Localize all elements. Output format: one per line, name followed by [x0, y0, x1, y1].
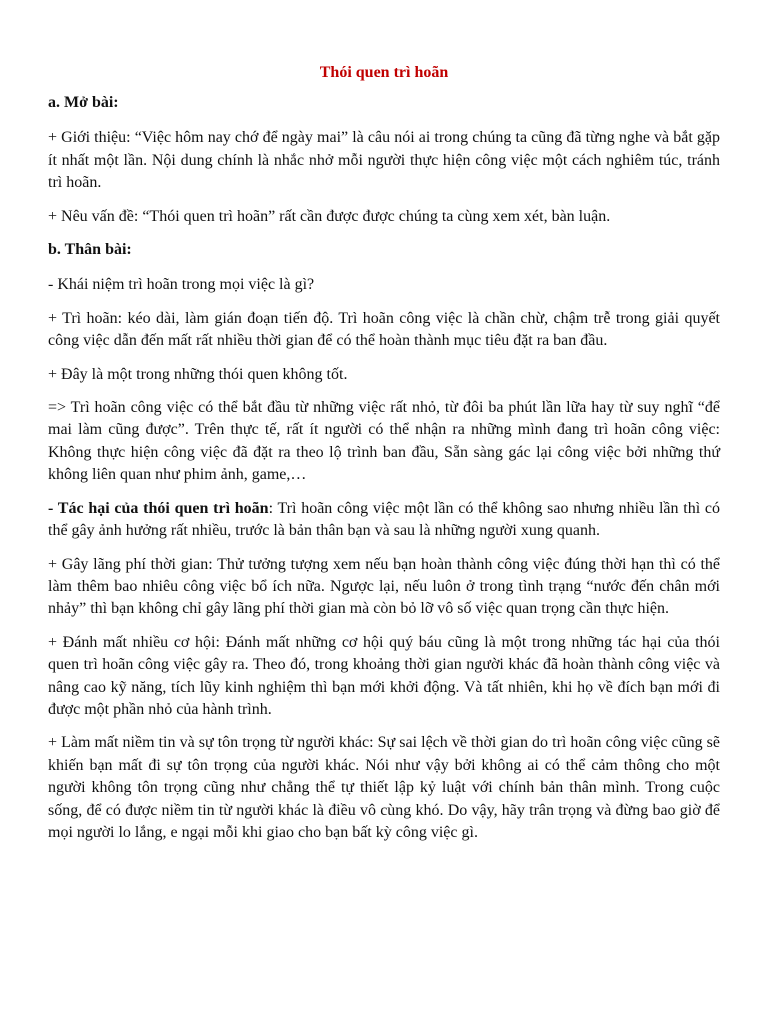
section-heading-mo-bai: a. Mở bài: — [48, 94, 119, 111]
paragraph-tac-hai — [48, 498, 720, 543]
paragraph-mat-niem-tin: + Làm mất niềm tin và sự tôn trọng từ người khác: Sự sai lệch về thời gian do trì hoãn công việc cũng sẽ khiến bạn mất đi sự tôn trọng của người khác. Nói như vậy bởi không ai có thể cảm thông cho một người không tôn trọng cũng như chẳng thể tự thiết lập kỷ luật với chính bản thân mình. Trong cuộc sống, để có được niềm tin từ người khác là điều vô cùng khó. Do vậy, hãy trân trọng và đừng bao giờ để mọi người lo lắng, e ngại mỗi khi giao cho bạn bất kỳ công việc gì. — [48, 734, 720, 841]
paragraph-tri-hoan-dinh-nghia: + Trì hoãn: kéo dài, làm gián đoạn tiến độ. Trì hoãn công việc là chần chừ, chậm trễ trong giải quyết công việc dẫn đến mất rất nhiều thời gian để có thể hoàn thành mục tiêu đặt ra ban đầu. — [48, 309, 720, 350]
paragraph-danh-mat-co-hoi: + Đánh mất nhiều cơ hội: Đánh mất những cơ hội quý báu cũng là một trong những tác hại của thói quen trì hoãn công việc gây ra. Theo đó, trong khoảng thời gian người khác đã hoàn thành công việc và nâng cao kỹ năng, tích lũy kinh nghiệm thì bạn mới khởi động. Và tất nhiên, khi họ về đích bạn mới đi được một phần nhỏ của hành trình. — [48, 633, 720, 718]
document-title: Thói quen trì hoãn — [319, 64, 449, 81]
paragraph-thoi-quen-khong-tot: + Đây là một trong những thói quen không tốt. — [48, 365, 348, 383]
tac-hai-heading: - Tác hại của thói quen trì hoãn — [48, 499, 269, 517]
paragraph-bat-dau-tu-viec-nho: => Trì hoãn công việc có thể bắt đầu từ những việc rất nhỏ, từ đôi ba phút lần lữa hay từ suy nghĩ “để mai làm cũng được”. Trên thực tế, rất ít người có thể nhận ra những mình đang trì hoãn công việc: Không thực hiện công việc đã đặt ra theo lộ trình ban đầu, Sẵn sàng gác lại công việc bởi những thứ không liên quan như phim ảnh, game,… — [48, 399, 720, 484]
paragraph-khai-niem: - Khái niệm trì hoãn trong mọi việc là gì? — [48, 276, 315, 294]
paragraph-gioi-thieu: + Giới thiệu: “Việc hôm nay chớ để ngày mai” là câu nói ai trong chúng ta cũng đã từng nghe và bắt gặp ít nhất một lần. Nội dung chính là nhắc nhở mỗi người thực hiện công việc một cách nghiêm túc, tránh trì hoãn. — [48, 129, 720, 192]
paragraph-lang-phi-thoi-gian: + Gây lãng phí thời gian: Thử tưởng tượng xem nếu bạn hoàn thành công việc đúng thời hạn thì có thể làm thêm bao nhiêu công việc bổ ích nữa. Ngược lại, nếu luôn ở trong tình trạng “nước đến chân mới nhảy” thì bạn không chỉ gây lãng phí thời gian mà còn bỏ lỡ vô số việc quan trọng cần thực hiện. — [48, 555, 720, 618]
tac-hai-text: : Trì hoãn công việc một lần có thể không sao nhưng nhiều lần thì có thể gây ảnh hưởng rất nhiều, trước là bản thân bạn và sau là những người xung quanh. — [48, 499, 720, 540]
paragraph-neu-van-de: + Nêu vấn đề: “Thói quen trì hoãn” rất cần được được chúng ta cùng xem xét, bàn luận. — [48, 207, 611, 225]
section-heading-than-bai: b. Thân bài: — [48, 241, 132, 259]
